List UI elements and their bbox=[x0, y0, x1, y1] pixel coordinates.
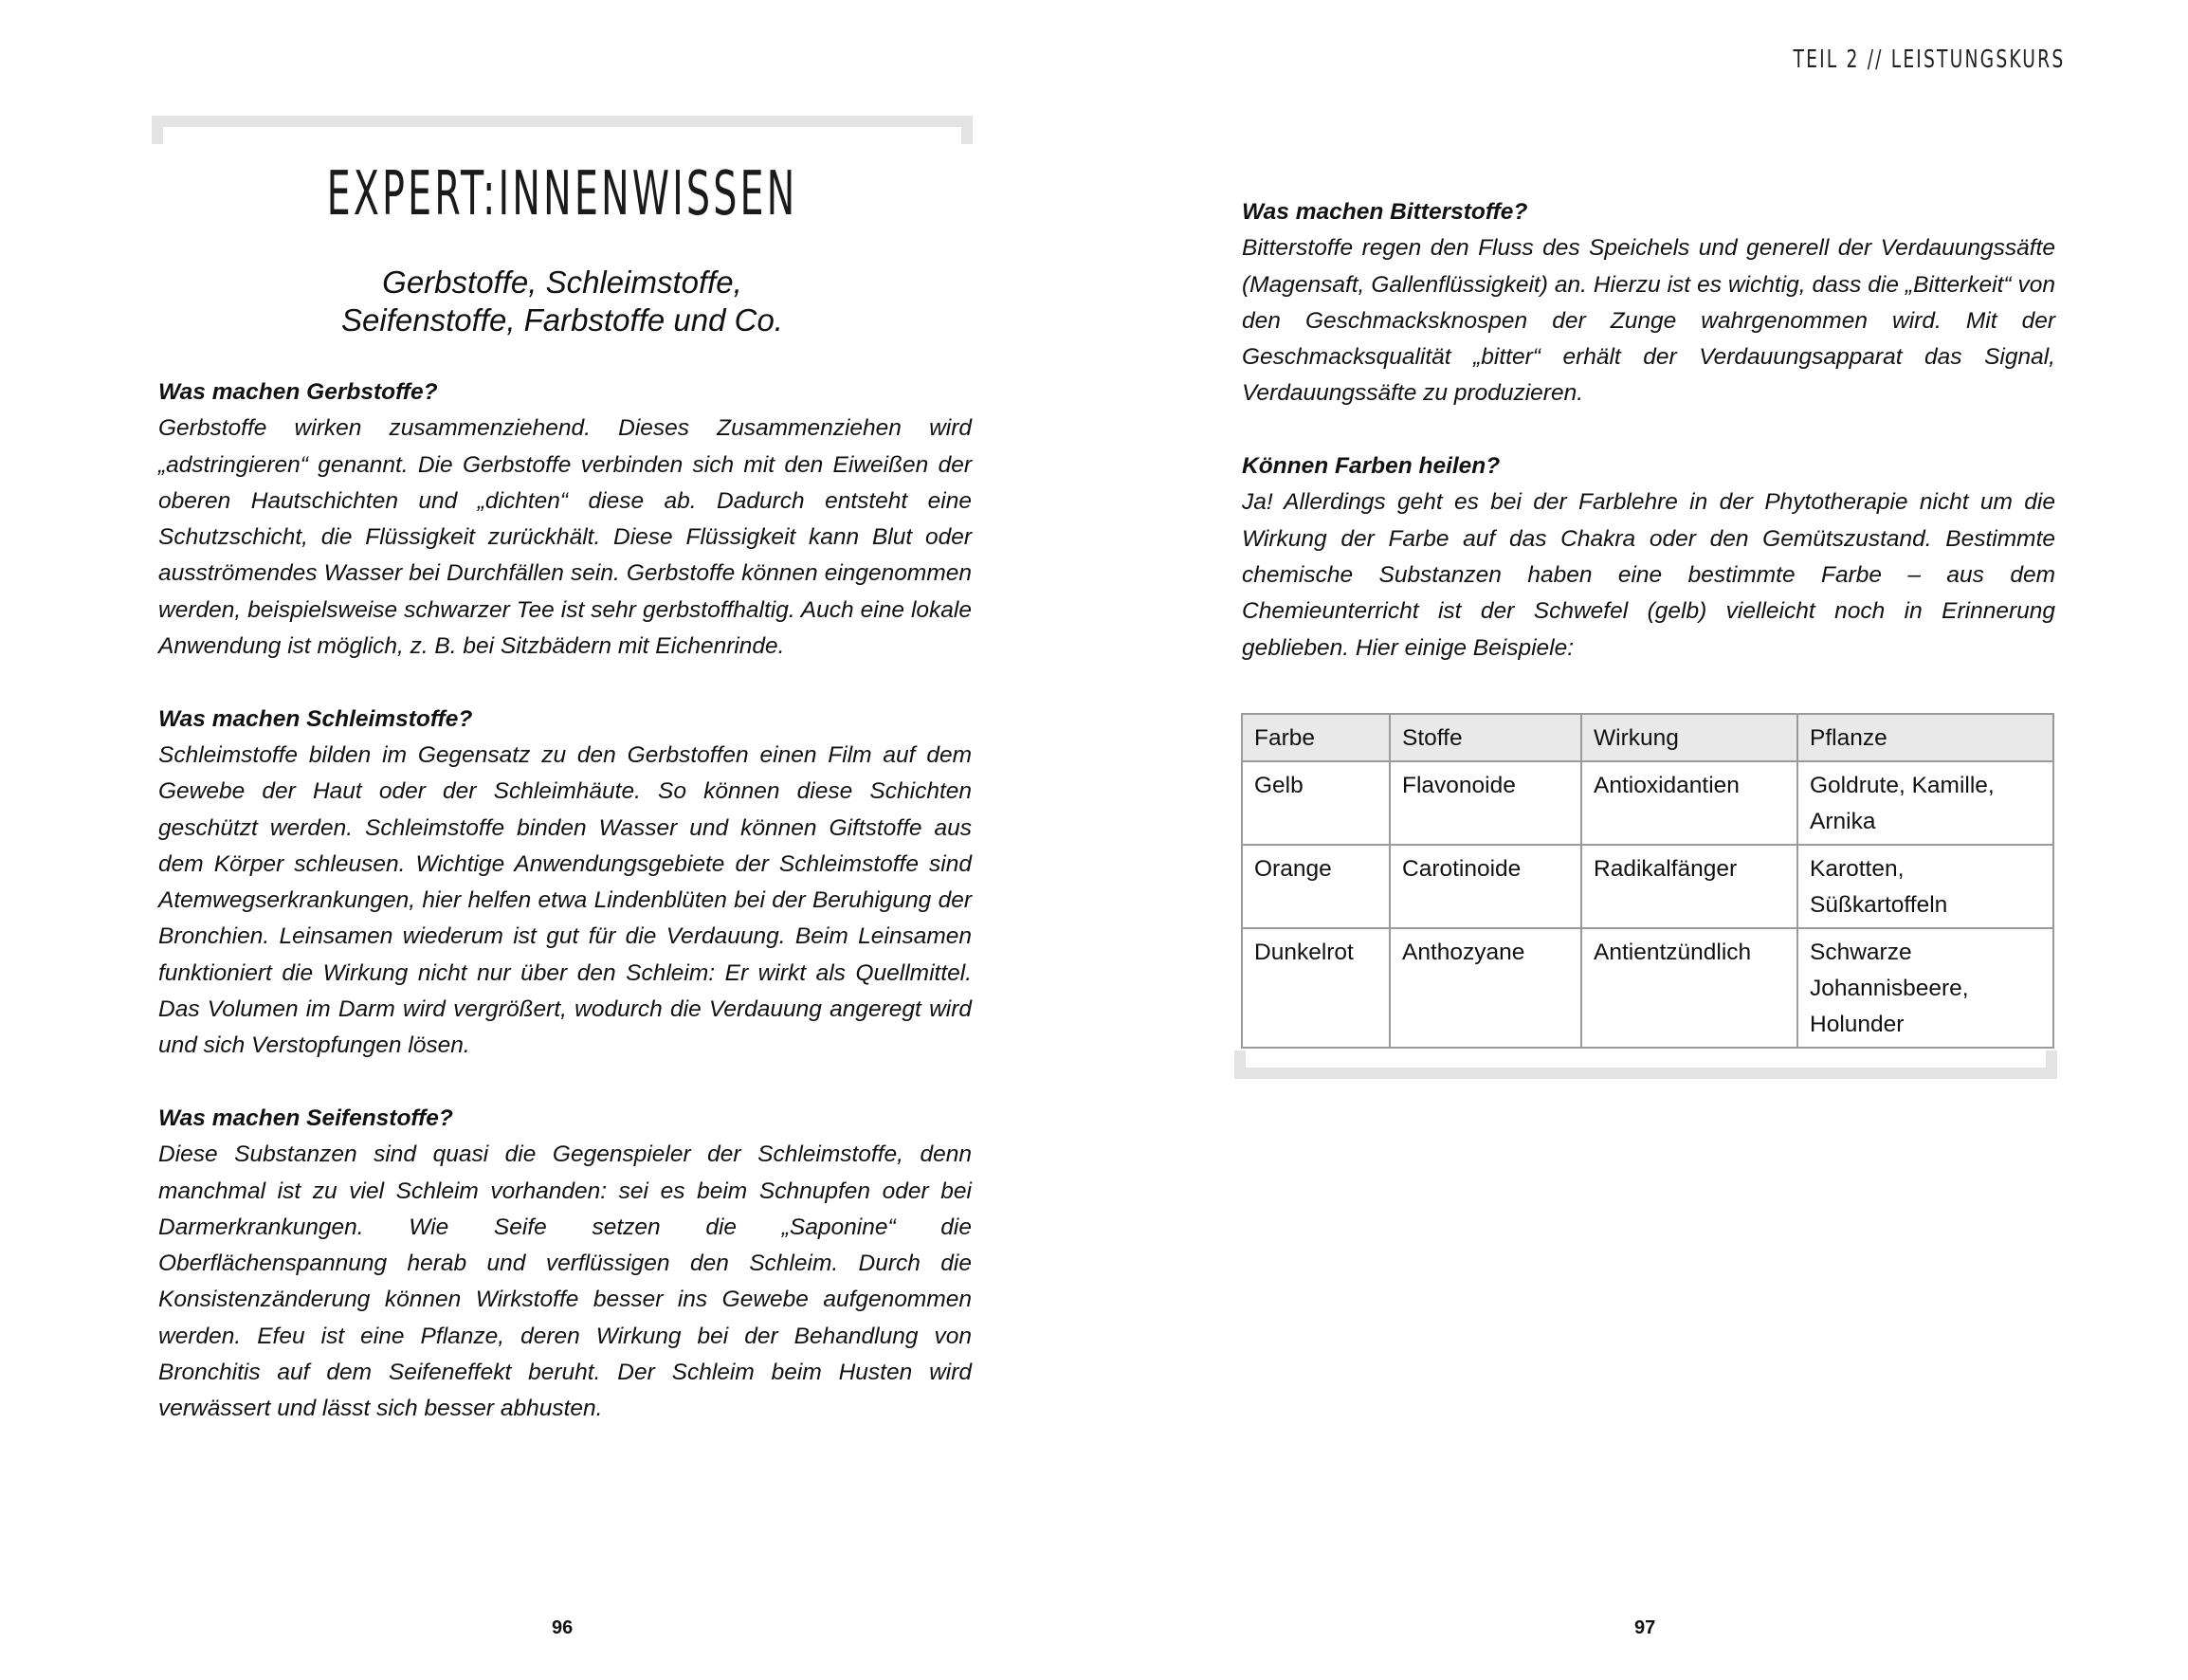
table-row bbox=[1242, 845, 2053, 928]
table-cell: Radikalfänger bbox=[1581, 845, 1797, 928]
answer-paragraph: Bitterstoffe regen den Fluss des Speichels und generell der Verdauungssäfte (Magensaft, Gallenflüssigkeit) an. Hierzu ist es wichtig, dass die „Bitterkeit“ von den Geschmacksknospen der Zunge wahrgenommen wird. Mit der Geschmacksqualität „bitter“ erhält der Verdauungsapparat das Signal, Verdauungssäfte zu produzieren. bbox=[1242, 235, 2055, 407]
subtitle-line-2: Seifenstoffe, Farbstoffe und Co. bbox=[341, 302, 783, 338]
table-cell: Antientzündlich bbox=[1581, 928, 1797, 1048]
table-row bbox=[1242, 928, 2053, 1048]
table-cell: Orange bbox=[1242, 845, 1390, 928]
page-number-right: 97 bbox=[1634, 1617, 1656, 1638]
table-header-cell: Stoffe bbox=[1390, 714, 1581, 761]
answer-paragraph: Diese Substanzen sind quasi die Gegenspieler der Schleimstoffe, denn manchmal ist zu viel Schleim vorhanden: sei es beim Schnupfen oder bei Darmerkrankungen. Wie Seife setzen die „Saponine“ die Oberflächenspannung herab und verflüssigen den Schleim. Durch die Konsistenzänderung können Wirkstoffe besser ins Gewebe aufgenommen werden. Efeu ist eine Pflanze, deren Wirkung bei der Behandlung von Bronchitis auf dem Seifeneffekt beruht. Der Schleim beim Husten wird verwässert und lässt sich besser abhusten. bbox=[158, 1141, 972, 1422]
left-column bbox=[158, 374, 972, 1464]
box-top-bracket bbox=[152, 116, 973, 144]
table-cell: Gelb bbox=[1242, 761, 1390, 845]
running-head: TEIL 2 // LEISTUNGSKURS bbox=[1793, 46, 2065, 74]
question-heading: Was machen Seifenstoffe? bbox=[158, 1105, 453, 1131]
question-heading: Was machen Schleimstoffe? bbox=[158, 705, 473, 732]
page-number-left: 96 bbox=[552, 1617, 574, 1638]
answer-paragraph: Schleimstoffe bilden im Gegensatz zu den Gerbstoffen einen Film auf dem Gewebe der Haut oder der Schleimhäute. So können diese Schichten geschützt werden. Schleimstoffe binden Wasser und können Giftstoffe aus dem Körper schleusen. Wichtige Anwendungsgebiete der Schleimstoffe sind Atemwegserkrankungen, hier helfen etwa Lindenblüten bei der Beruhigung der Bronchien. Leinsamen wiederum ist gut für die Verdauung. Beim Leinsamen funktioniert die Wirkung nicht nur über den Schleim: Er wirkt als Quellmittel. Das Volumen im Darm wird vergrößert, wodurch die Verdauung angeregt wird und sich Verstopfungen lösen. bbox=[158, 741, 972, 1059]
question-heading: Können Farben heilen? bbox=[1242, 453, 1501, 480]
table-cell: Goldrute, Kamille, Arnika bbox=[1797, 761, 2053, 845]
table-cell: Schwarze Johannisbeere, Holunder bbox=[1797, 928, 2053, 1048]
table-header-row bbox=[1242, 714, 2053, 761]
table-header-cell: Farbe bbox=[1242, 714, 1390, 761]
right-column bbox=[1242, 194, 2055, 703]
table-cell: Anthozyane bbox=[1390, 928, 1581, 1048]
table-header-cell: Wirkung bbox=[1581, 714, 1797, 761]
answer-paragraph: Gerbstoffe wirken zusammenziehend. Dieses Zusammenziehen wird „adstringieren“ genannt. Die Gerbstoffe verbinden sich mit den Eiweißen der oberen Hautschichten und „dichten“ diese ab. Dadurch entsteht eine Schutzschicht, die Flüssigkeit zurückhält. Diese Flüssigkeit kann Blut oder ausströmendes Wasser bei Durchfällen sein. Gerbstoffe können eingenommen werden, beispielsweise schwarzer Tee ist sehr gerbstoffhaltig. Auch eine lokale Anwendung ist möglich, z. B. bei Sitzbädern mit Eichenrinde. bbox=[158, 415, 972, 660]
table-cell: Karotten, Süßkartoffeln bbox=[1797, 845, 2053, 928]
table-header-cell: Pflanze bbox=[1797, 714, 2053, 761]
subtitle bbox=[152, 264, 973, 339]
table-cell: Carotinoide bbox=[1390, 845, 1581, 928]
question-heading: Was machen Bitterstoffe? bbox=[1242, 199, 1528, 225]
table-row bbox=[1242, 761, 2053, 845]
table-cell: Antioxidantien bbox=[1581, 761, 1797, 845]
answer-paragraph: Ja! Allerdings geht es bei der Farblehre in der Phytotherapie nicht um die Wirkung der Farbe auf das Chakra oder den Gemütszustand. Bestimmte chemische Substanzen haben eine bestimmte Farbe – aus dem Chemieunterricht ist der Schwefel (gelb) vielleicht noch in Erinnerung geblieben. Hier einige Beispiele: bbox=[1242, 489, 2055, 661]
question-heading: Was machen Gerbstoffe? bbox=[158, 379, 438, 405]
color-table bbox=[1241, 713, 2054, 1049]
table-cell: Flavonoide bbox=[1390, 761, 1581, 845]
table-cell: Dunkelrot bbox=[1242, 928, 1390, 1048]
box-bottom-bracket bbox=[1234, 1050, 2057, 1079]
page-title: EXPERT:INNENWISSEN bbox=[326, 159, 798, 229]
subtitle-line-1: Gerbstoffe, Schleimstoffe, bbox=[382, 265, 742, 300]
